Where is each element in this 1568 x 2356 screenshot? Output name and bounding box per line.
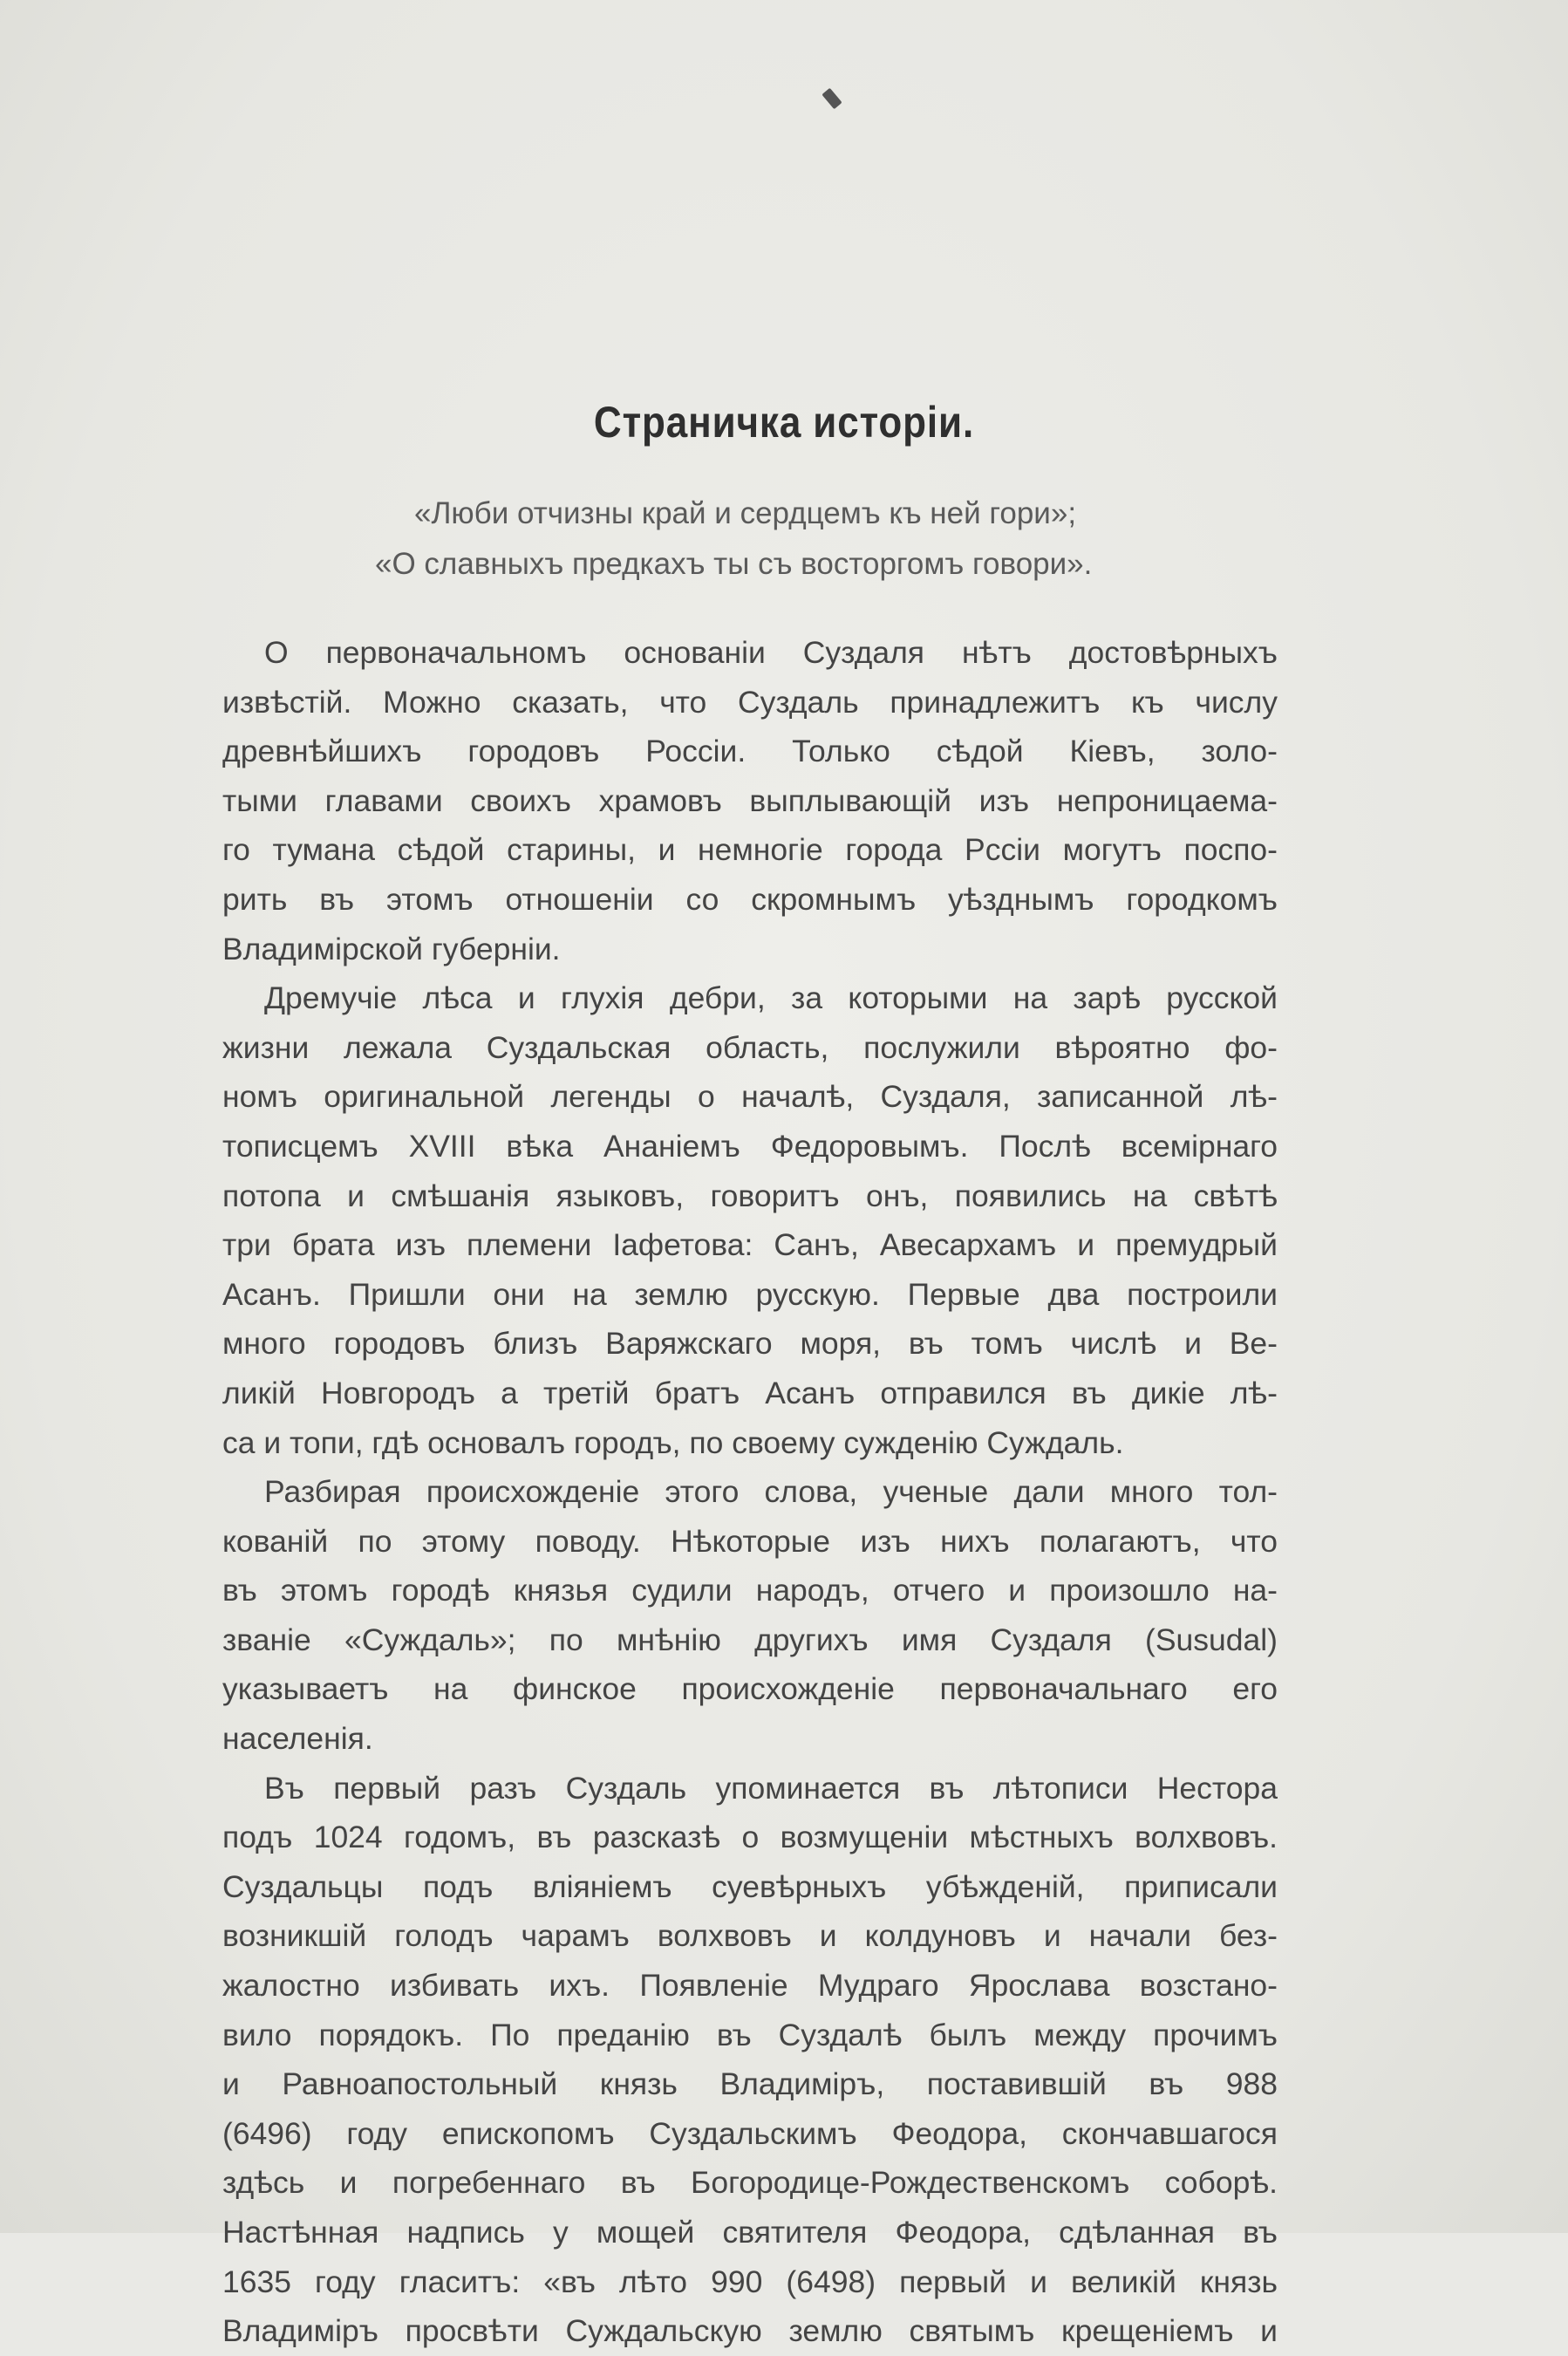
text-line: рить въ этомъ отношеніи со скромнымъ уѣзднымъ городкомъ [222,881,1278,917]
text-line: тописцемъ XVIII вѣка Ананіемъ Федоровымъ. Послѣ всемірнаго [222,1128,1278,1164]
text-line: три брата изъ племени Іафетова: Санъ, Авесархамъ и премудрый [222,1227,1278,1263]
text-line: званіе «Суждаль»; по мнѣнію другихъ имя Суздаля (Susudal) [222,1622,1278,1657]
text-line: номъ оригинальной легенды о началѣ, Суздаля, записанной лѣ- [222,1079,1278,1115]
text-line: Въ первый разъ Суздаль упоминается въ лѣтописи Нестора [264,1770,1278,1806]
text-line: Владиміръ просвѣти Суждальскую землю святымъ крещеніемъ и [222,2313,1278,2349]
text-line: тыми главами своихъ храмовъ выплывающій изъ непроницаема- [222,782,1278,818]
text-line: въ этомъ городѣ князья судили народъ, отчего и произошло на- [222,1573,1278,1608]
text-line: много городовъ близъ Варяжскаго моря, въ томъ числѣ и Ве- [222,1326,1278,1362]
epigraph-line: «О славныхъ предкахъ ты съ восторгомъ говори». [375,547,1093,581]
text-line: (6496) году епископомъ Суздальскимъ Феодора, скончавшагося [222,2115,1278,2151]
text-line: Настѣнная надпись у мощей святителя Феодора, сдѣланная въ [222,2215,1278,2250]
text-line: вило порядокъ. По преданію въ Суздалѣ былъ между прочимъ [222,2017,1278,2052]
epigraph [375,488,1282,590]
text-line: подъ 1024 годомъ, въ разсказѣ о возмущеніи мѣстныхъ волхвовъ. [222,1820,1278,1855]
text-line: потопа и смѣшанія языковъ, говоритъ онъ, появились на свѣтѣ [222,1178,1278,1213]
text-line: жизни лежала Суздальская область, послужили вѣроятно фо- [222,1029,1278,1065]
text-line: здѣсь и погребеннаго въ Богородице-Рождественскомъ соборѣ. [222,2165,1278,2201]
text-line: населенія. [222,1721,373,1757]
body-text [222,628,1278,2356]
text-line: жалостно избивать ихъ. Появленіе Мудраго Ярослава возстано- [222,1968,1278,2004]
text-line: Владимірской губерніи. [222,931,561,966]
text-line: и Равноапостольный князь Владиміръ, поставившій въ 988 [222,2066,1278,2102]
page-title: Страничка исторіи. [593,398,975,447]
text-line: ликій Новгородъ а третій братъ Асанъ отправился въ дикіе лѣ- [222,1375,1278,1410]
text-line: О первоначальномъ основаніи Суздаля нѣтъ достовѣрныхъ [264,635,1278,670]
text-line: Асанъ. Пришли они на землю русскую. Первые два построили [222,1276,1278,1312]
text-line: возникшій голодъ чарамъ волхвовъ и колдуновъ и начали без- [222,1918,1278,1954]
text-line: кованій по этому поводу. Нѣкоторые изъ нихъ полагаютъ, что [222,1523,1278,1559]
text-line: указываетъ на финское происхожденіе первоначальнаго его [222,1671,1278,1707]
text-line: Дремучіе лѣса и глухія дебри, за которыми на зарѣ русской [264,980,1278,1016]
text-line: древнѣйшихъ городовъ Россіи. Только сѣдой Кіевъ, золо- [222,734,1278,769]
text-line: Суздальцы подъ вліяніемъ суевѣрныхъ убѣжденій, приписали [222,1868,1278,1904]
text-line: извѣстій. Можно сказать, что Суздаль принадлежитъ къ числу [222,684,1278,720]
text-line: 1635 году гласитъ: «въ лѣто 990 (6498) первый и великій князь [222,2264,1278,2299]
text-line: го тумана сѣдой старины, и немногіе города Рссіи могутъ поспо- [222,832,1278,868]
epigraph-line: «Люби отчизны край и сердцемъ къ ней гори»; [414,496,1077,530]
text-line: Разбирая происхожденіе этого слова, ученые дали много тол- [264,1474,1278,1510]
ink-speck [821,88,842,110]
text-line: са и топи, гдѣ основалъ городъ, по своему сужденію Суждаль. [222,1424,1124,1460]
